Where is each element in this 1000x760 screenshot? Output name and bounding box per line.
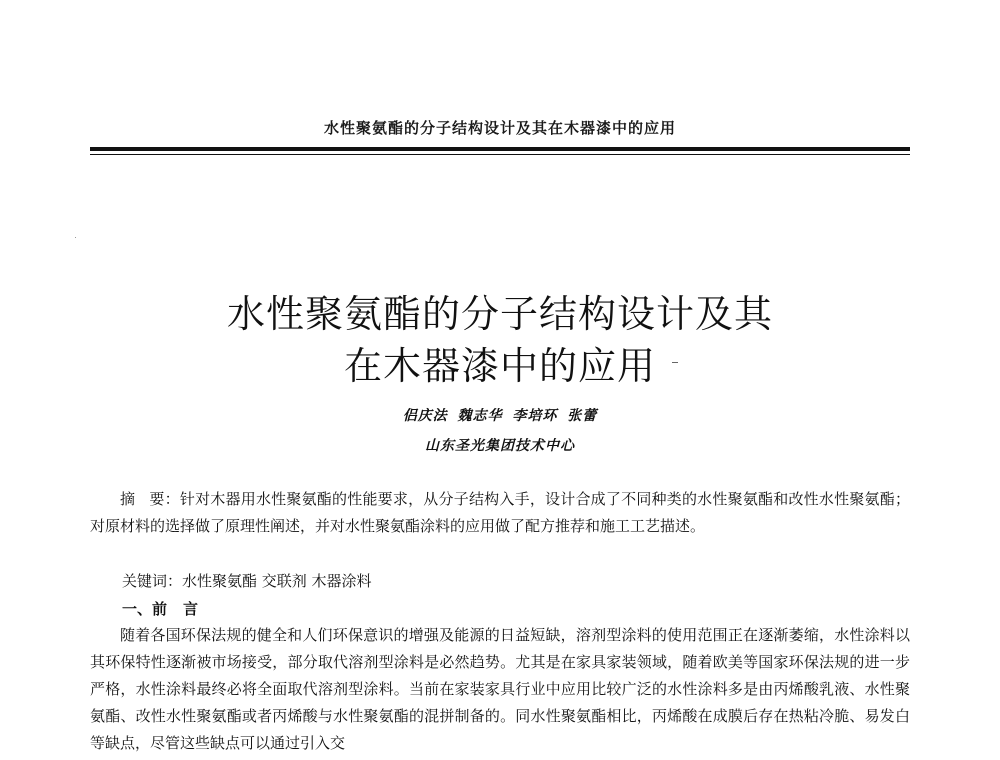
abstract-paragraph xyxy=(90,486,910,540)
section-number: 一、前 xyxy=(122,600,168,618)
abstract-text: ：针对木器用水性聚氨酯的性能要求，从分子结构入手，设计合成了不同种类的水性聚氨酯和改性水性聚氨酯；对原材料的选择做了原理性阐述，并对水性聚氨酯涂料的应用做了配方推荐和施工工艺描述。 xyxy=(90,490,910,535)
abstract-label-second: 要 xyxy=(149,490,165,508)
section-heading xyxy=(122,596,910,623)
section-title: 言 xyxy=(183,600,199,618)
article-title-line-2: 在木器漆中的应用 xyxy=(343,344,656,388)
article-title-line-1: 水性聚氨酯的分子结构设计及其 xyxy=(226,292,773,336)
scan-artifact xyxy=(75,237,76,238)
scan-artifact-tick xyxy=(672,362,678,363)
header-rule-thin xyxy=(90,154,910,155)
author-list: 侣庆法 魏志华 李培环 张蕾 xyxy=(402,408,598,424)
running-header: 水性聚氨酯的分子结构设计及其在木器漆中的应用 xyxy=(323,119,676,137)
keywords-text: 水性聚氨酯 交联剂 木器涂料 xyxy=(182,572,372,590)
intro-paragraph: 随着各国环保法规的健全和人们环保意识的增强及能源的日益短缺，溶剂型涂料的使用范围正在逐渐萎缩，水性涂料以其环保特性逐渐被市场接受，部分取代溶剂型涂料是必然趋势。尤其是在家具家装领域，随着欧美等国家环保法规的进一步严格，水性涂料最终必将全面取代溶剂型涂料。当前在家装家具行业中应用比较广泛的水性涂料多是由丙烯酸乳液、水性聚氨酯、改性水性聚氨酯或者丙烯酸与水性聚氨酯的混拼制备的。同水性聚氨酯相比，丙烯酸在成膜后存在热粘冷脆、易发白等缺点，尽管这些缺点可以通过引入交 xyxy=(90,626,910,752)
author-affiliation: 山东圣光集团技术中心 xyxy=(425,438,575,454)
header-rule-thick xyxy=(90,147,910,151)
abstract-label-first: 摘 xyxy=(120,490,136,508)
keywords-line xyxy=(122,568,910,595)
keywords-label: 关键词： xyxy=(122,572,183,590)
